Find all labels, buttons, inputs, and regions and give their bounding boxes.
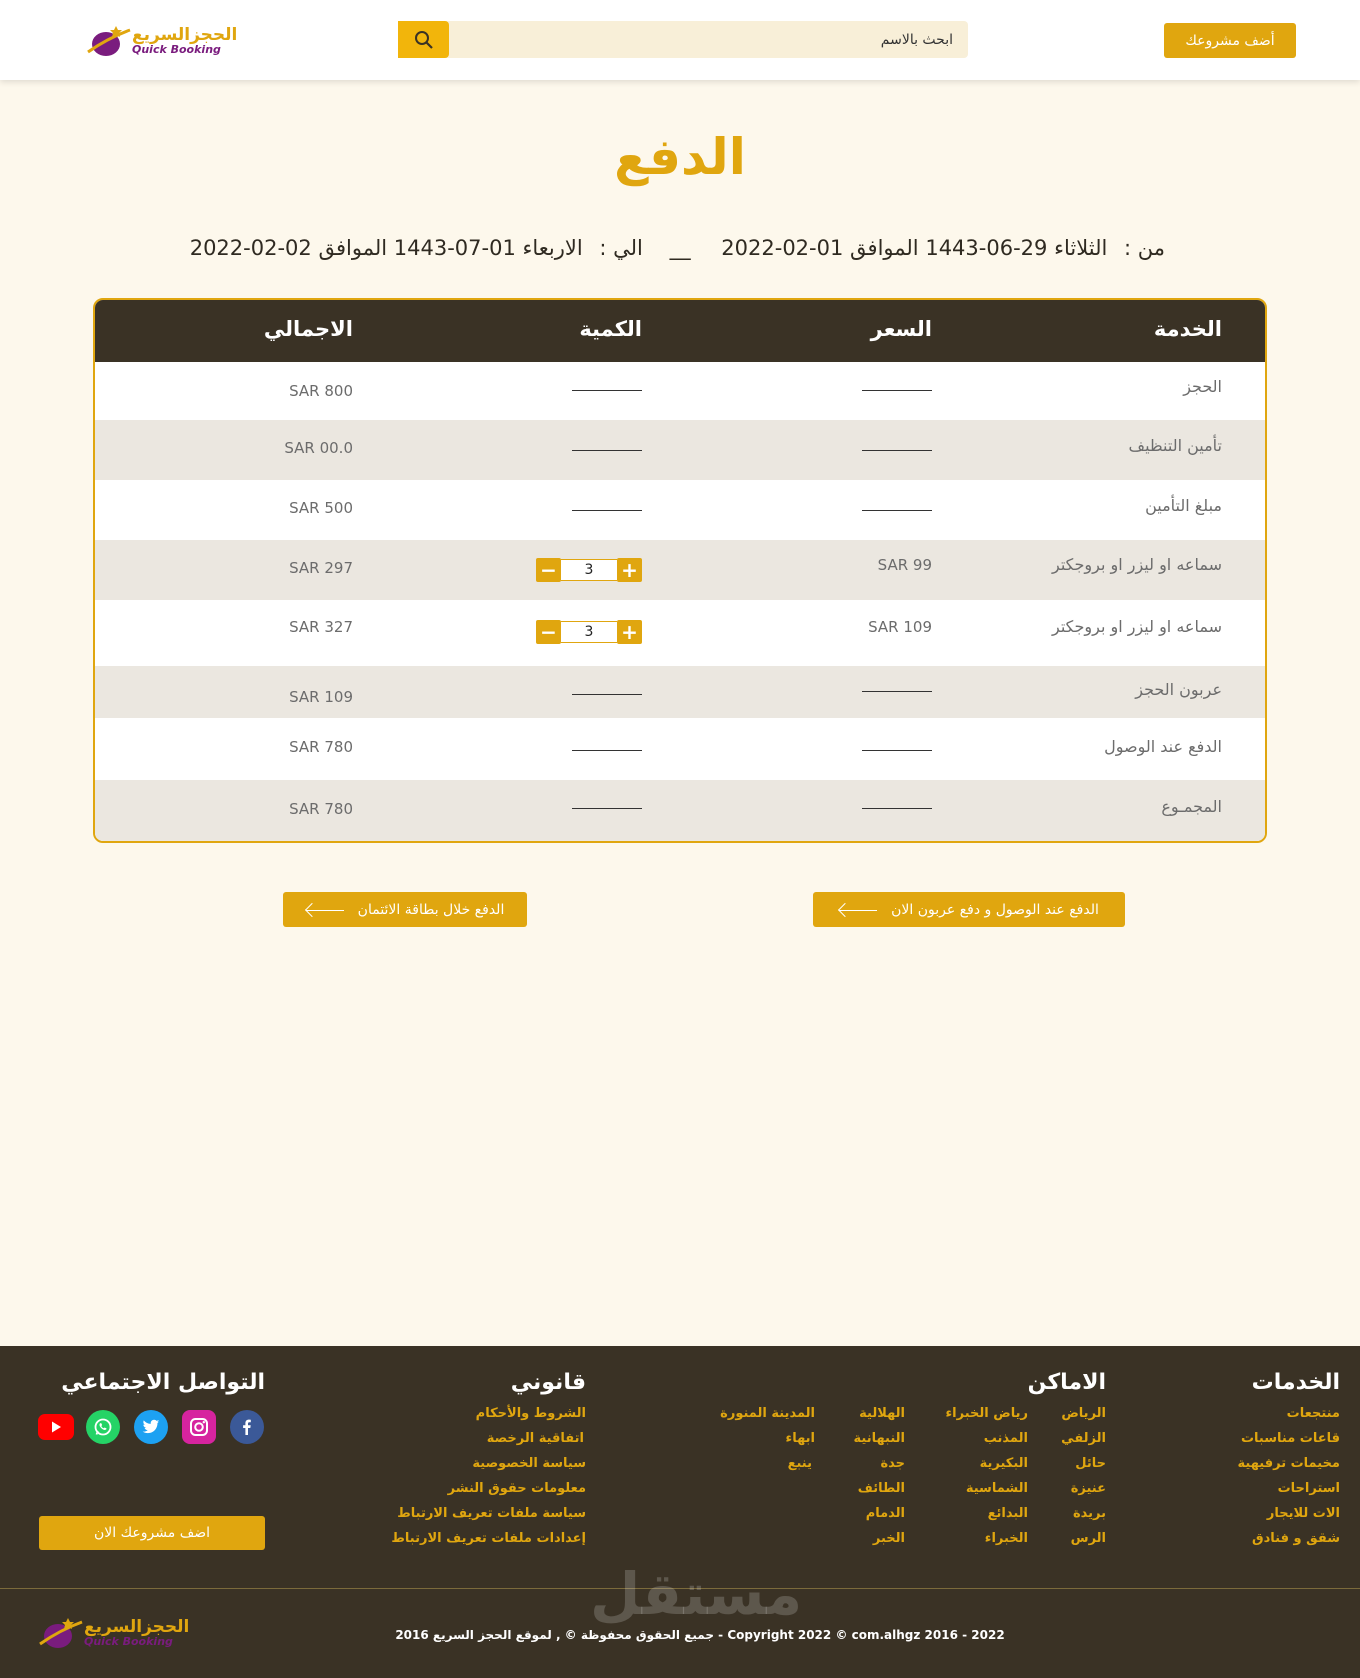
footer-link[interactable]: الرياض bbox=[1061, 1406, 1106, 1421]
row-total: SAR 800 bbox=[289, 382, 353, 400]
row-service: الدفع عند الوصول bbox=[1104, 737, 1222, 756]
decrement-button[interactable]: − bbox=[536, 558, 561, 582]
footer-link[interactable]: إعدادات ملفات تعريف الارتباط bbox=[391, 1531, 586, 1546]
qty-empty-dash bbox=[572, 450, 642, 451]
page-title: الدفع bbox=[614, 128, 746, 186]
table-row bbox=[95, 360, 1265, 420]
footer-link[interactable]: بريدة bbox=[1072, 1506, 1106, 1521]
row-service: الحجز bbox=[1183, 377, 1222, 396]
table-row bbox=[95, 600, 1265, 666]
logo-english: Quick Booking bbox=[132, 43, 221, 56]
table-row bbox=[95, 420, 1265, 480]
increment-button[interactable]: + bbox=[617, 558, 642, 582]
footer-link[interactable]: الات للايجار bbox=[1266, 1506, 1340, 1521]
youtube-icon[interactable] bbox=[38, 1414, 74, 1440]
footer-places-title: الاماكن bbox=[1027, 1370, 1106, 1395]
row-service: سماعه او ليزر او بروجكتر bbox=[1052, 555, 1222, 574]
whatsapp-icon[interactable] bbox=[86, 1410, 120, 1444]
footer-link[interactable]: استراحات bbox=[1277, 1481, 1340, 1496]
date-range bbox=[180, 236, 1165, 260]
logo-arabic: الحجزالسريع bbox=[84, 1617, 190, 1637]
pay-credit-label: الدفع خلال بطاقة الائتمان bbox=[357, 901, 505, 918]
arrow-left-icon bbox=[839, 904, 877, 916]
footer-link[interactable]: سياسة ملفات تعريف الارتباط bbox=[397, 1506, 586, 1521]
row-price: SAR 99 bbox=[877, 556, 932, 574]
logo-mark-icon bbox=[86, 22, 132, 60]
watermark: مستقل bbox=[590, 1560, 803, 1628]
quantity-value[interactable]: 3 bbox=[561, 621, 617, 643]
footer-link[interactable]: الشماسية bbox=[965, 1481, 1028, 1496]
footer-link[interactable]: ينبع bbox=[787, 1456, 812, 1471]
pay-on-arrival-button[interactable] bbox=[813, 892, 1125, 927]
price-empty-dash bbox=[862, 390, 932, 391]
price-empty-dash bbox=[862, 450, 932, 451]
footer-legal-title: قانوني bbox=[510, 1370, 586, 1395]
footer-social-title: التواصل الاجتماعي bbox=[61, 1370, 265, 1395]
row-service: مبلغ التأمين bbox=[1145, 496, 1222, 515]
footer-link[interactable]: الخبر bbox=[872, 1531, 905, 1546]
footer-link[interactable]: شقق و فنادق bbox=[1252, 1531, 1340, 1546]
add-project-button[interactable]: أضف مشروعك bbox=[1164, 23, 1296, 58]
footer-link[interactable]: معلومات حقوق النشر bbox=[447, 1481, 586, 1496]
site-footer bbox=[0, 1346, 1360, 1678]
date-to: الاربعاء 01-07-1443 الموافق 02-02-2022 bbox=[189, 236, 583, 260]
copyright-text: جميع الحقوق محفوظة © , لموقع الحجز السريع 2016 - Copyright 2022 © com.alhgz 2016 - 2022 bbox=[395, 1628, 1005, 1642]
date-from: الثلاثاء 29-06-1443 الموافق 01-02-2022 bbox=[721, 236, 1108, 260]
footer-link[interactable]: عنيزة bbox=[1070, 1481, 1106, 1496]
row-price: SAR 109 bbox=[868, 618, 932, 636]
row-total: SAR 780 bbox=[289, 800, 353, 818]
table-row bbox=[95, 540, 1265, 600]
row-service: تأمين التنظيف bbox=[1128, 436, 1222, 455]
payment-table bbox=[93, 298, 1267, 843]
increment-button[interactable]: + bbox=[617, 620, 642, 644]
row-total: SAR 297 bbox=[289, 559, 353, 577]
footer-link[interactable]: الشروط والأحكام bbox=[475, 1406, 586, 1421]
footer-link[interactable]: البكيرية bbox=[979, 1456, 1028, 1471]
footer-link[interactable]: ابهاء bbox=[785, 1431, 815, 1446]
footer-link[interactable]: جدة bbox=[880, 1456, 905, 1471]
quantity-value[interactable]: 3 bbox=[561, 559, 617, 581]
qty-empty-dash bbox=[572, 390, 642, 391]
quantity-stepper bbox=[536, 558, 642, 582]
quantity-stepper bbox=[536, 620, 642, 644]
footer-services-title: الخدمات bbox=[1251, 1370, 1340, 1395]
search-icon bbox=[414, 30, 434, 50]
logo-english: Quick Booking bbox=[84, 1635, 173, 1648]
footer-link[interactable]: الدمام bbox=[865, 1506, 905, 1521]
price-empty-dash bbox=[862, 808, 932, 809]
qty-empty-dash bbox=[572, 510, 642, 511]
footer-link[interactable]: النبهانية bbox=[853, 1431, 905, 1446]
table-row bbox=[95, 780, 1265, 843]
qty-empty-dash bbox=[572, 694, 642, 695]
price-empty-dash bbox=[862, 691, 932, 692]
date-to-label: الي : bbox=[599, 236, 643, 260]
table-row bbox=[95, 480, 1265, 540]
decrement-button[interactable]: − bbox=[536, 620, 561, 644]
footer-add-project-button[interactable]: اضف مشروعك الان bbox=[39, 1516, 265, 1550]
search-button[interactable] bbox=[398, 21, 449, 58]
table-header bbox=[95, 300, 1265, 362]
instagram-icon[interactable] bbox=[182, 1410, 216, 1444]
search-input[interactable] bbox=[449, 21, 968, 58]
twitter-icon[interactable] bbox=[134, 1410, 168, 1444]
facebook-icon[interactable] bbox=[230, 1410, 264, 1444]
row-service: سماعه او ليزر او بروجكتر bbox=[1052, 617, 1222, 636]
pay-on-arrival-label: الدفع عند الوصول و دفع عربون الان bbox=[891, 901, 1099, 918]
row-service: المجمـوع bbox=[1161, 797, 1222, 816]
footer-link[interactable]: الزلفي bbox=[1061, 1431, 1106, 1446]
footer-link[interactable]: قاعات مناسبات bbox=[1240, 1431, 1340, 1446]
footer-link[interactable]: منتجعات bbox=[1286, 1406, 1340, 1421]
table-row bbox=[95, 718, 1265, 780]
header-qty: الكمية bbox=[579, 317, 642, 341]
footer-link[interactable]: سياسة الخصوصية bbox=[472, 1456, 586, 1471]
pay-credit-button[interactable] bbox=[283, 892, 527, 927]
logo-text bbox=[132, 26, 237, 56]
logo-arabic: الحجزالسريع bbox=[132, 25, 238, 45]
footer-link[interactable]: المذنب bbox=[983, 1431, 1028, 1446]
price-empty-dash bbox=[862, 750, 932, 751]
top-header bbox=[0, 0, 1360, 80]
footer-logo[interactable] bbox=[38, 1614, 189, 1652]
price-empty-dash bbox=[862, 510, 932, 511]
footer-link[interactable]: الخبراء bbox=[984, 1531, 1028, 1546]
qty-empty-dash bbox=[572, 808, 642, 809]
footer-link[interactable]: الرس bbox=[1070, 1531, 1106, 1546]
footer-link[interactable]: رياض الخبراء bbox=[945, 1406, 1028, 1421]
footer-link[interactable]: الهلالية bbox=[859, 1406, 905, 1421]
footer-link[interactable]: المدينة المنورة bbox=[720, 1406, 815, 1421]
footer-link[interactable]: الطائف bbox=[857, 1481, 905, 1496]
date-from-label: من : bbox=[1124, 236, 1165, 260]
date-separator: __ bbox=[669, 236, 691, 260]
footer-link[interactable]: البدائع bbox=[987, 1506, 1028, 1521]
footer-link[interactable]: مخيمات ترفيهية bbox=[1237, 1456, 1340, 1471]
arrow-left-icon bbox=[306, 904, 344, 916]
search-bar bbox=[398, 21, 968, 58]
table-row bbox=[95, 666, 1265, 718]
row-total: SAR 00.0 bbox=[284, 439, 353, 457]
row-total: SAR 109 bbox=[289, 688, 353, 706]
header-service: الخدمة bbox=[1153, 317, 1222, 341]
qty-empty-dash bbox=[572, 750, 642, 751]
site-logo[interactable] bbox=[86, 22, 237, 60]
logo-mark-icon bbox=[38, 1614, 84, 1652]
header-total: الاجمالي bbox=[263, 317, 353, 341]
footer-link[interactable]: حائل bbox=[1075, 1456, 1106, 1471]
row-total: SAR 327 bbox=[289, 618, 353, 636]
footer-link[interactable]: اتفاقية الرخصة bbox=[486, 1431, 584, 1446]
logo-text bbox=[84, 1618, 189, 1648]
row-service: عربون الحجز bbox=[1135, 680, 1222, 699]
row-total: SAR 500 bbox=[289, 499, 353, 517]
row-total: SAR 780 bbox=[289, 738, 353, 756]
header-price: السعر bbox=[870, 317, 932, 341]
